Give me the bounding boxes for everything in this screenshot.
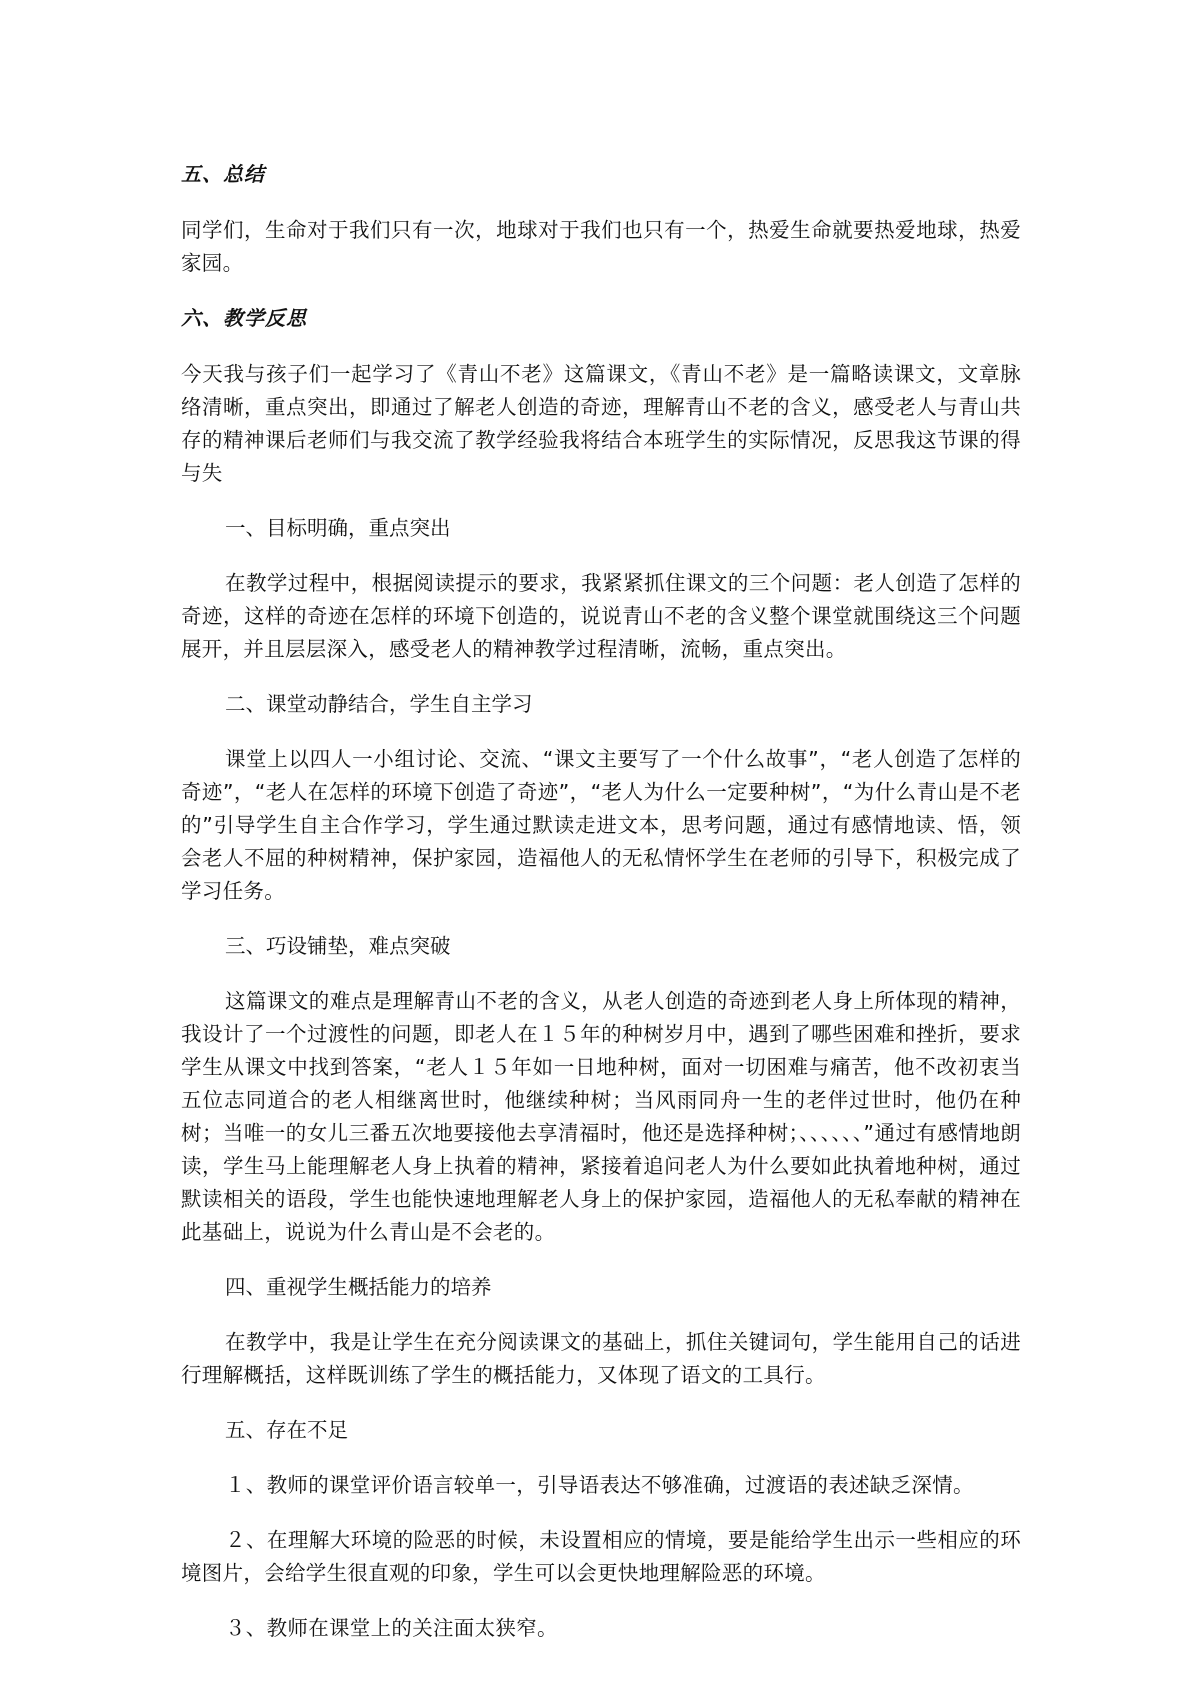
document-page [181,158,1021,1667]
shortcoming-item-1: １、教师的课堂评价语言较单一，引导语表达不够准确，过渡语的表述缺乏深情。 [225,1473,974,1497]
point-body-3: 这篇课文的难点是理解青山不老的含义，从老人创造的奇迹到老人身上所体现的精神，我设计了一个过渡性的问题，即老人在１５年的种树岁月中，遇到了哪些困难和挫折，要求学生从课文中找到答案，“老人１５年如一日地种树，面对一切困难与痛苦，他不改初衷当五位志同道合的老人相继离世时，他继续种树；当风雨同舟一生的老伴过世时，他仍在种树；当唯一的女儿三番五次地要接他去享清福时，他还是选择种树；、、、、、、”通过有感情地朗读，学生马上能理解老人身上执着的精神，紧接着追问老人为什么要如此执着地种树，通过默读相关的语段，学生也能快速地理解老人身上的保护家园，造福他人的无私奉献的精神在此基础上，说说为什么青山是不会老的。 [181,989,1021,1244]
section-heading-summary: 五、总结 [181,162,265,186]
point-title-1: 一、目标明确，重点突出 [225,516,451,540]
shortcoming-item-3: ３、教师在课堂上的关注面太狭窄。 [225,1616,558,1640]
point-body-2: 课堂上以四人一小组讨论、交流、“课文主要写了一个什么故事”，“老人创造了怎样的奇迹”，“老人在怎样的环境下创造了奇迹”，“老人为什么一定要种树”，“为什么青山是不老的”引导学生自主合作学习，学生通过默读走进文本，思考问题，通过有感情地读、悟，领会老人不屈的种树精神，保护家园，造福他人的无私情怀学生在老师的引导下，积极完成了学习任务。 [181,747,1021,903]
point-title-3: 三、巧设铺垫，难点突破 [225,934,451,958]
point-body-1: 在教学过程中，根据阅读提示的要求，我紧紧抓住课文的三个问题：老人创造了怎样的奇迹，这样的奇迹在怎样的环境下创造的，说说青山不老的含义整个课堂就围绕这三个问题展开，并且层层深入，感受老人的精神教学过程清晰，流畅，重点突出。 [181,571,1021,661]
point-title-4: 四、重视学生概括能力的培养 [225,1275,492,1299]
reflection-intro: 今天我与孩子们一起学习了《青山不老》这篇课文，《青山不老》是一篇略读课文，文章脉络清晰，重点突出，即通过了解老人创造的奇迹，理解青山不老的含义，感受老人与青山共存的精神课后老师们与我交流了教学经验我将结合本班学生的实际情况，反思我这节课的得与失 [181,362,1021,485]
section-heading-reflection: 六、教学反思 [181,306,307,330]
shortcoming-item-2: ２、在理解大环境的险恶的时候，未设置相应的情境，要是能给学生出示一些相应的环境图片，会给学生很直观的印象，学生可以会更快地理解险恶的环境。 [181,1528,1021,1585]
shortcomings-title: 五、存在不足 [225,1418,348,1442]
point-title-2: 二、课堂动静结合，学生自主学习 [225,692,533,716]
summary-text: 同学们，生命对于我们只有一次，地球对于我们也只有一个，热爱生命就要热爱地球，热爱家园。 [181,218,1021,275]
point-body-4: 在教学中，我是让学生在充分阅读课文的基础上，抓住关键词句，学生能用自己的话进行理解概括，这样既训练了学生的概括能力，又体现了语文的工具行。 [181,1330,1021,1387]
